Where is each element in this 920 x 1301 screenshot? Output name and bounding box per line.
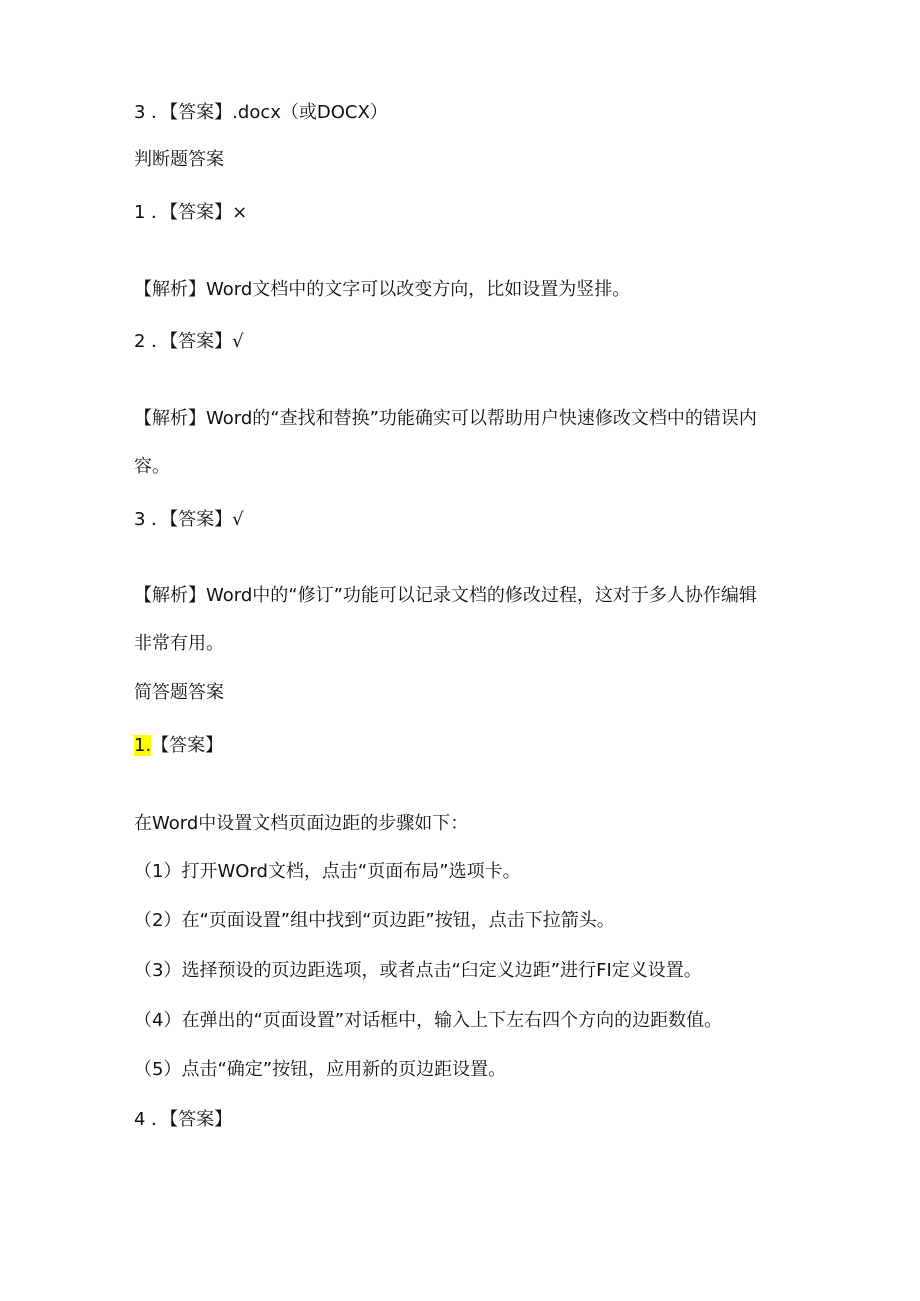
answer-line-tf-3: 3 ．【答案】√ — [134, 509, 244, 530]
step-4: （4）在弹出的“页面设置”对话框中，输入上下左右四个方向的边距数值。 — [134, 1010, 723, 1031]
steps-intro: 在Word中设置文档页面边距的步骤如下： — [134, 813, 469, 834]
explanation-tf-2-line-1: 【解析】Word的“查找和替换”功能确实可以帮助用户快速修改文档中的错误内 — [134, 408, 757, 429]
answer-line-sa-1 — [134, 734, 223, 758]
step-3: （3）选择预设的页边距选项，或者点击“臼定义边距”进行FI定义设置。 — [134, 960, 702, 981]
explanation-tf-2-line-2: 容。 — [134, 456, 170, 477]
step-1: （1）打开WOrd文档，点击“页面布局”选项卡。 — [134, 861, 521, 882]
explanation-tf-3-line-2: 非常有用。 — [134, 633, 224, 654]
step-5: （5）点击“确定”按钮，应用新的页边距设置。 — [134, 1059, 507, 1080]
step-2: （2）在“页面设置”组中找到“页边距”按钮，点击下拉箭头。 — [134, 910, 615, 931]
explanation-tf-3-line-1: 【解析】Word中的“修订”功能可以记录文档的修改过程，这对于多人协作编辑 — [134, 585, 757, 606]
answer-line-sa-4: 4 ．【答案】 — [134, 1109, 233, 1130]
section-heading-short-answer: 简答题答案 — [134, 682, 224, 703]
answer-label: 【答案】 — [151, 735, 224, 756]
explanation-tf-1: 【解析】Word文档中的文字可以改变方向，比如设置为竖排。 — [134, 279, 631, 300]
answer-line-tf-2: 2 ．【答案】√ — [134, 331, 244, 352]
section-heading-true-false: 判断题答案 — [134, 149, 224, 170]
answer-line-3-fill: 3 ．【答案】.docx（或DOCX） — [134, 102, 388, 123]
highlighted-number: 1. — [134, 735, 152, 756]
answer-line-tf-1: 1 ．【答案】× — [134, 202, 248, 223]
